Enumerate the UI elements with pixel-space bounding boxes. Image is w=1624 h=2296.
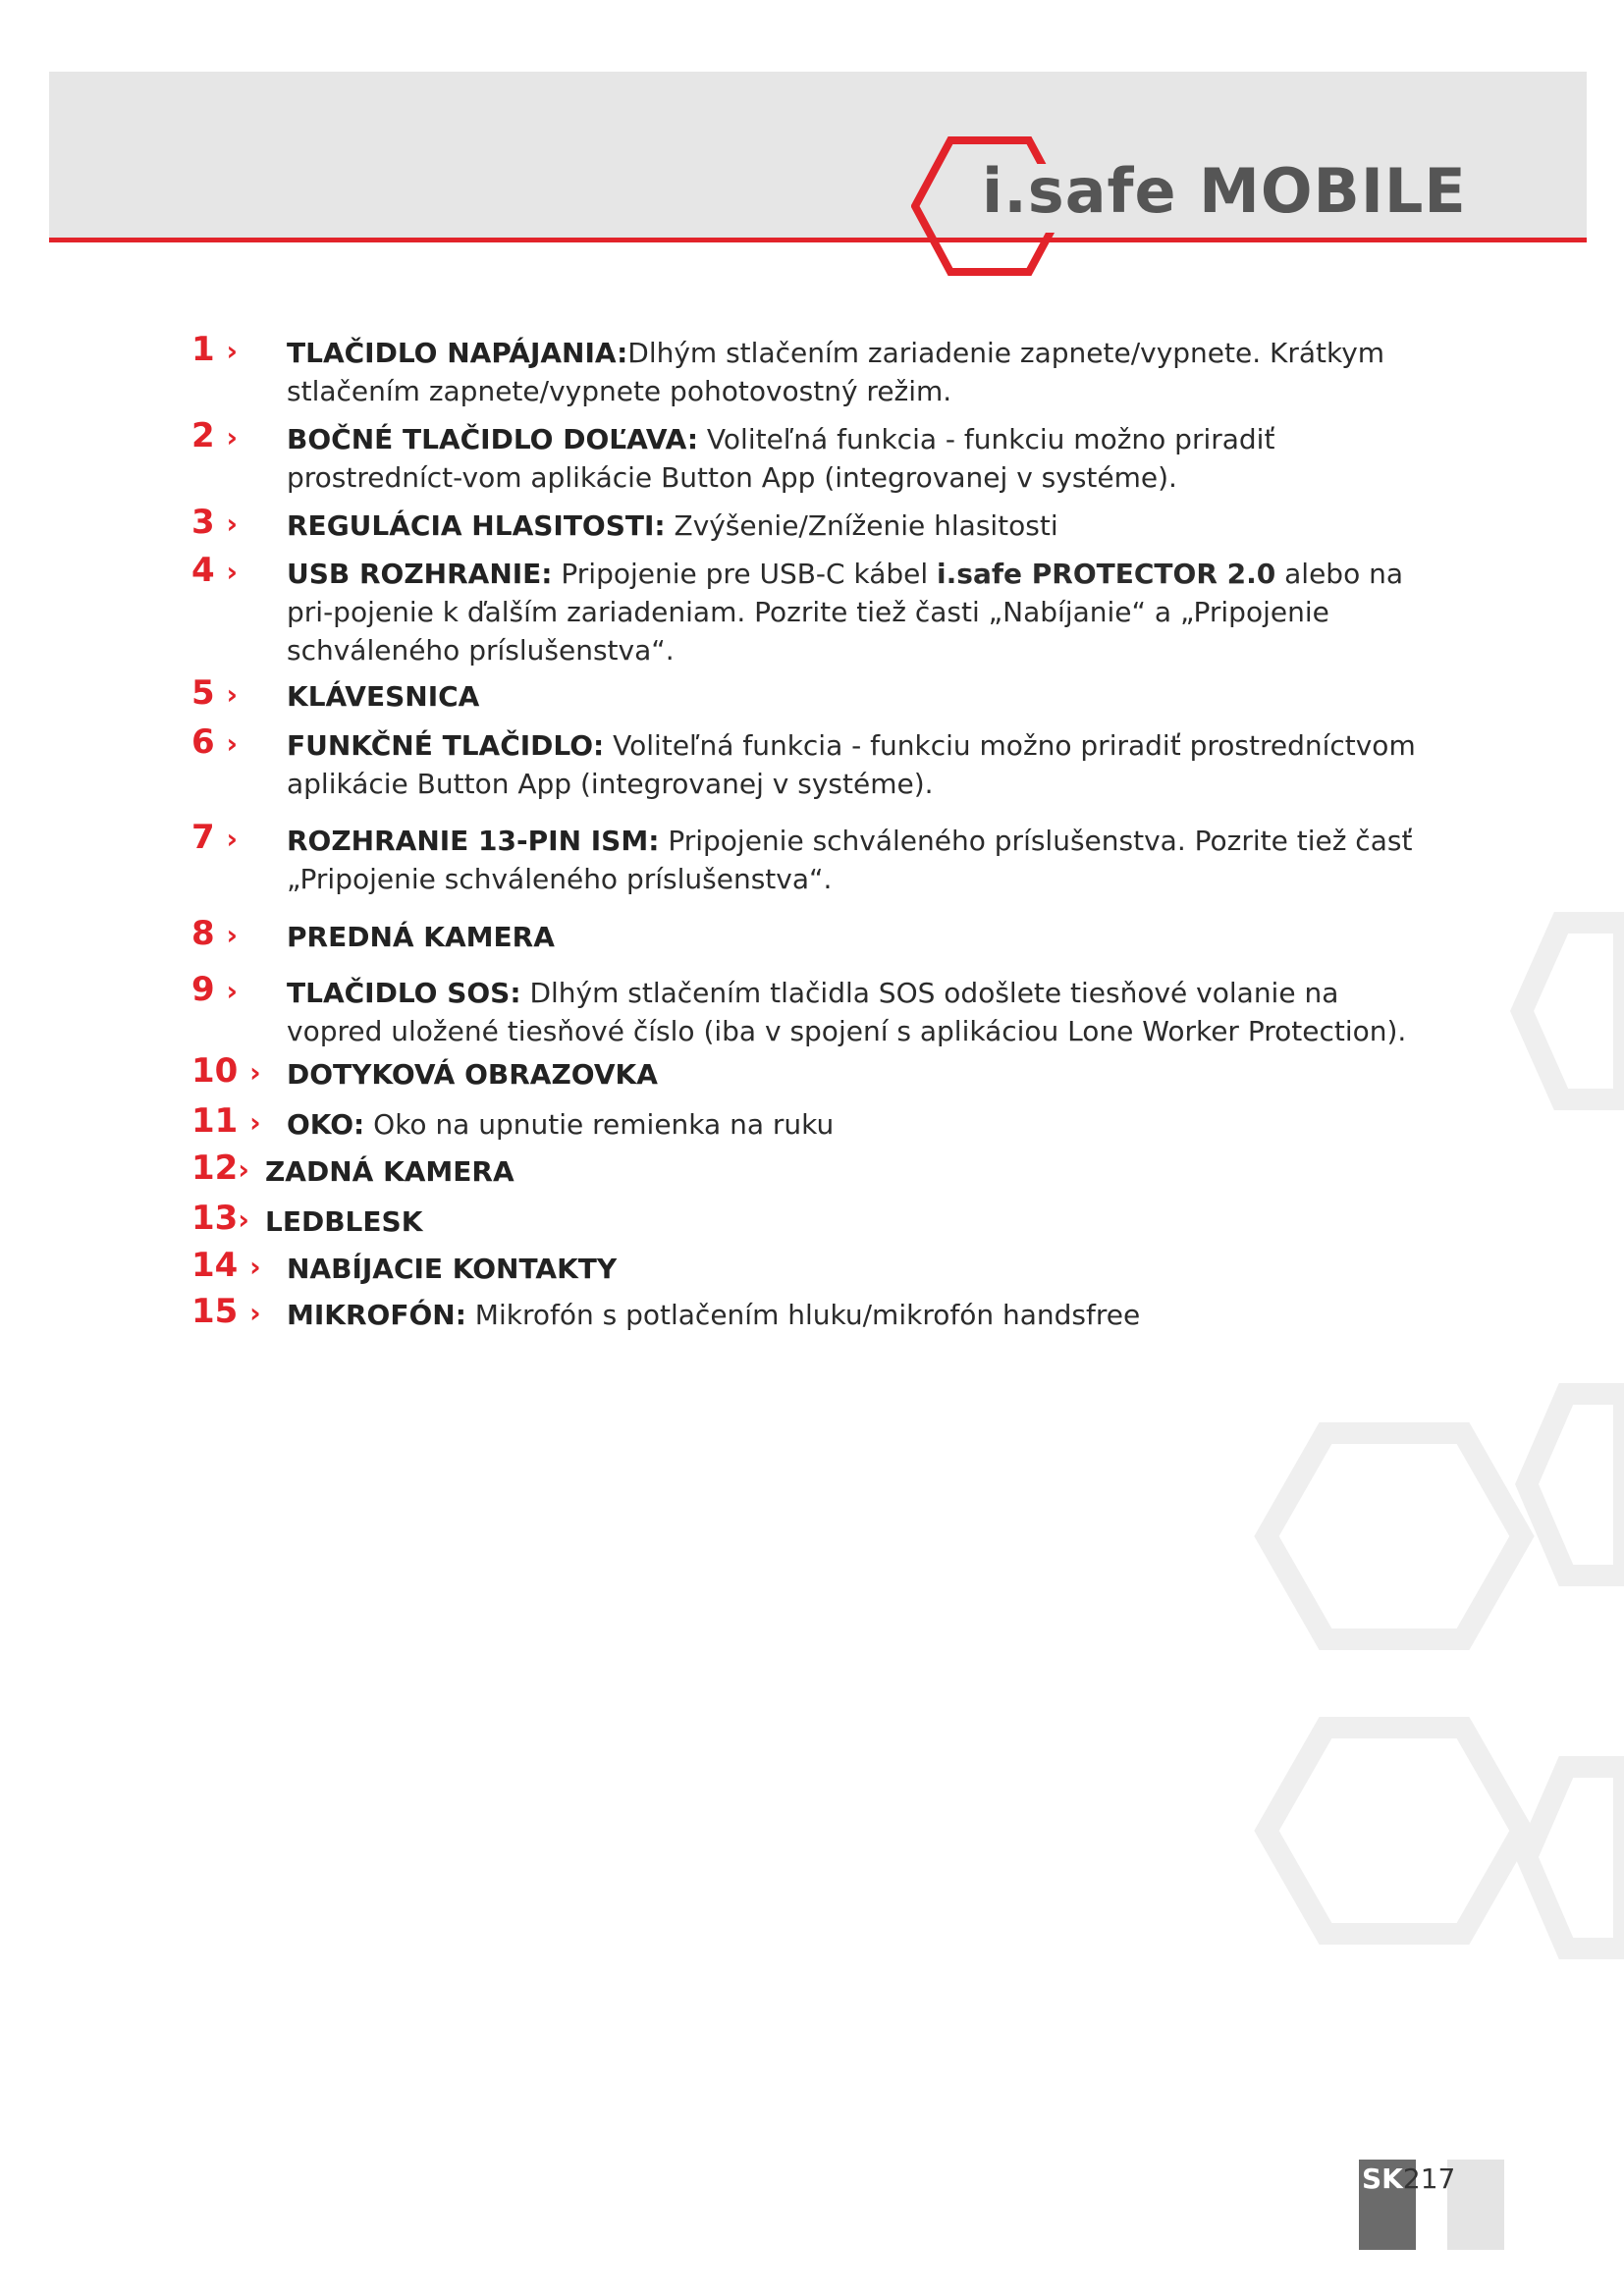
item-description: ROZHRANIE 13-PIN ISM: Pripojenie schváleného príslušenstva. Pozrite tiež časť „Pripojenie schváleného príslušenstva“.	[287, 825, 1413, 895]
item-label: NABÍJACIE KONTAKTY	[287, 1253, 618, 1285]
chevron-right-icon: ›	[226, 556, 239, 588]
item-description: REGULÁCIA HLASITOSTI: Zvýšenie/Zníženie hlasitosti	[287, 509, 1058, 542]
item-description	[265, 1202, 1404, 1241]
page-number	[1362, 2163, 1455, 2195]
item-description: BOČNÉ TLAČIDLO DOĽAVA: Voliteľná funkcia - funkciu možno priradiť prostredníct-vom aplikácie Button App (integrovanej v systéme).	[287, 423, 1275, 494]
language-code: SK	[1362, 2163, 1403, 2195]
page-number-value: 217	[1402, 2163, 1456, 2195]
item-label: FUNKČNÉ TLAČIDLO:	[287, 729, 605, 762]
page-tab	[1447, 2160, 1504, 2250]
chevron-right-icon: ›	[226, 727, 239, 760]
item-number: 6 ›	[191, 722, 239, 762]
item-label: MIKROFÓN:	[287, 1299, 466, 1331]
item-description: MIKROFÓN: Mikrofón s potlačením hluku/mikrofón handsfree	[287, 1299, 1141, 1331]
item-description: OKO: Oko na upnutie remienka na ruku	[287, 1108, 835, 1141]
item-description: FUNKČNÉ TLAČIDLO: Voliteľná funkcia - funkciu možno priradiť prostredníctvom aplikácie Button App (integrovanej v systéme).	[287, 729, 1416, 800]
chevron-right-icon: ›	[226, 335, 239, 367]
item-description: TLAČIDLO NAPÁJANIA:Dlhým stlačením zariadenie zapnete/vypnete. Krátkym stlačením zapnete/vypnete pohotovostný režim.	[287, 337, 1385, 407]
item-label: USB ROZHRANIE:	[287, 558, 553, 590]
chevron-right-icon: ›	[238, 1203, 249, 1236]
chevron-right-icon: ›	[226, 421, 239, 454]
chevron-right-icon: ›	[226, 975, 239, 1007]
item-label: BOČNÉ TLAČIDLO DOĽAVA:	[287, 423, 699, 455]
item-number: 7 ›	[191, 818, 239, 857]
chevron-right-icon: ›	[238, 1153, 249, 1186]
chevron-right-icon: ›	[226, 507, 239, 540]
item-number: 5 ›	[191, 673, 239, 713]
item-number: 15 ›	[191, 1292, 261, 1331]
item-description	[287, 1250, 1426, 1288]
chevron-right-icon: ›	[226, 919, 239, 951]
item-label: KLÁVESNICA	[287, 680, 480, 713]
chevron-right-icon: ›	[249, 1106, 261, 1139]
chevron-right-icon: ›	[249, 1251, 261, 1283]
header-rule	[49, 238, 1587, 242]
item-number: 12›	[191, 1148, 249, 1188]
item-label: PREDNÁ KAMERA	[287, 921, 555, 953]
item-description: USB ROZHRANIE: Pripojenie pre USB-C kábel i.safe PROTECTOR 2.0 alebo na pri-pojenie k ďalším zariadeniam. Pozrite tiež časti „Nabíjanie“ a „Pripojenie schváleného príslušenstva“.	[287, 558, 1404, 667]
item-label: OKO:	[287, 1108, 365, 1141]
brand-logo-text: i.safe MOBILE	[982, 155, 1467, 227]
item-number: 2 ›	[191, 416, 239, 455]
chevron-right-icon: ›	[249, 1297, 261, 1329]
item-description: TLAČIDLO SOS: Dlhým stlačením tlačidla SOS odošlete tiesňové volanie na vopred uložené tiesňové číslo (iba v spojení s aplikáciou Lone Worker Protection).	[287, 977, 1407, 1047]
item-label: TLAČIDLO SOS:	[287, 977, 521, 1009]
item-number: 10 ›	[191, 1051, 261, 1091]
chevron-right-icon: ›	[226, 823, 239, 855]
item-description	[287, 677, 1426, 716]
item-number: 13›	[191, 1199, 249, 1238]
item-number: 1 ›	[191, 330, 239, 369]
item-label: DOTYKOVÁ OBRAZOVKA	[287, 1058, 658, 1091]
item-description	[287, 1055, 1426, 1094]
chevron-right-icon: ›	[226, 678, 239, 711]
item-number: 4 ›	[191, 551, 239, 590]
item-number: 3 ›	[191, 503, 239, 542]
item-label: TLAČIDLO NAPÁJANIA:	[287, 337, 628, 369]
chevron-right-icon: ›	[249, 1056, 261, 1089]
item-number: 9 ›	[191, 970, 239, 1009]
item-description	[287, 918, 1426, 956]
item-label: LEDBLESK	[265, 1205, 423, 1238]
item-label: ROZHRANIE 13-PIN ISM:	[287, 825, 660, 857]
item-number: 14 ›	[191, 1246, 261, 1285]
item-label: REGULÁCIA HLASITOSTI:	[287, 509, 666, 542]
item-number: 11 ›	[191, 1101, 261, 1141]
item-description	[265, 1152, 1404, 1191]
item-label: ZADNÁ KAMERA	[265, 1155, 514, 1188]
item-number: 8 ›	[191, 914, 239, 953]
